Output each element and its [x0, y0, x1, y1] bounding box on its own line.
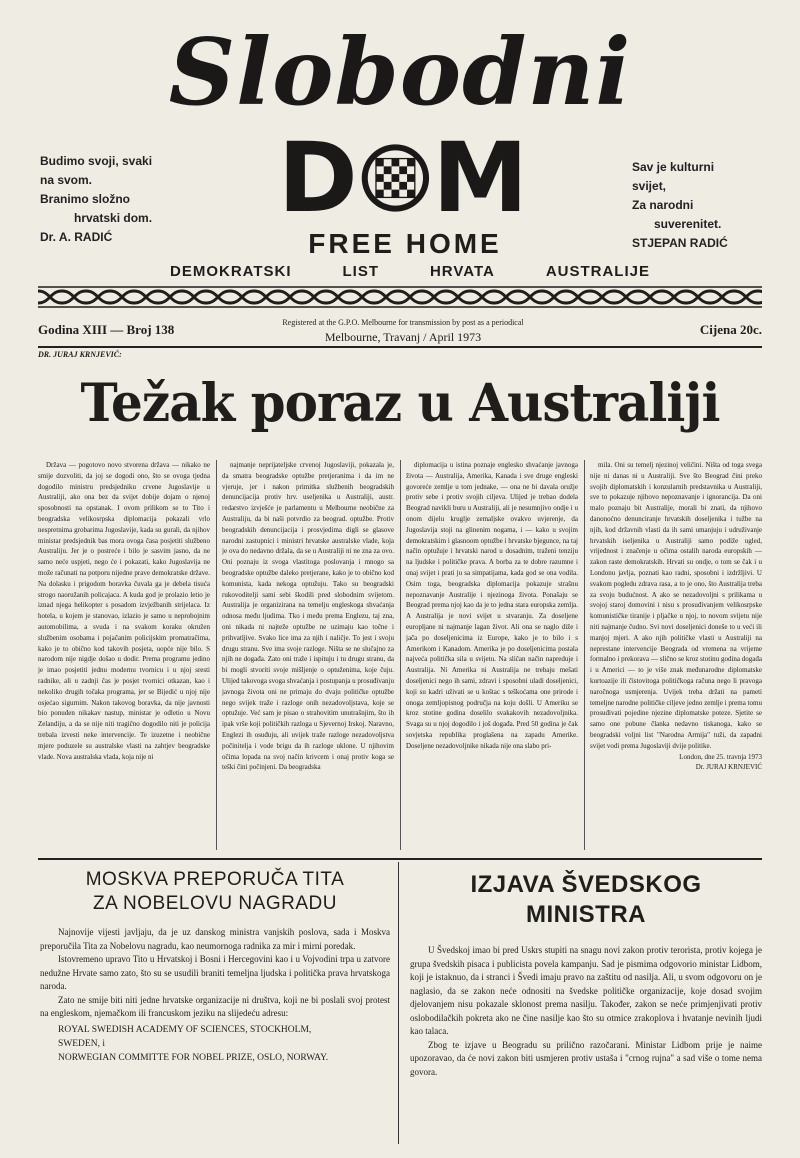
svedski-article	[410, 868, 762, 1079]
issue-info-bar	[38, 318, 762, 348]
lower-column-divider	[398, 862, 399, 1144]
dom-logo	[278, 122, 528, 234]
main-headline: Težak poraz u Australiji	[80, 371, 720, 434]
column-text: najmanje neprijateljske crvenoj Jugoslaviji, pokazala je, da smatra beogradske optužbe pretjeranima i da im ne vjeruje, jer i nakon primitka službenih beogradskih denuncijacija protiv hrv. useljenika u Australiji, austr. redarstvo izvješće je parlamentu u Melbourne neobične za Australiju, da bi naši potvrdio za beograd. optužbe. Protiv beogradskih denuncijacija i prosvjedima digli se glasove narodni zastupnici i ministri hrvatske australske vlade, koja je ova do nedavno držala, da se u Australiji ni ne zna za ovo. Oni poznaju iz svoga vlastitoga poslovanja i mnogo sa beogradske optužbe daleko pretjerane, kako je to obično kod komunista, kada nekoga optužuju. Tako su beogradski rukovoditelji sami sebi škodili pred slobodnim svijetom. Australija je organizirana na temelju engleskoga shvaćanja odnosa među ljudima. Tko i među prema Englezu, taj zna, oni nikada ni najteže optužbe ne uzimaju kao točne i prihvatljive. Svako lice ima za njih i naličje. To jest i svoju drugu stranu. Sve ima svoje razloge. Ništa se ne slučajno za njih ne događa. Zato oni traže i ispituju i tu drugu stranu, da bi mogli stvoriti svoje mišljenje o optuženima, koje čuju. Ulijed takovoga svoga shvaćanja i postupanja u prosuđivanju javnoga života oni ne primaju do dvaju političke optužbe nego svijek traže i razloge onih nezadovoljstava, koje se optužuje. Već sam je pisao o strahovitim unutrašnjim, što ih ipak vrše koji političkih razloga u Sjevernoj Irskoj. Naravno, Englezi ih osuđuju, ali uvijek traže razloge nezadovoljstva počinitelja i vode brigu da ih razloge uklone. U njihovim očima lopada na svoj način krivcem i onaj protiv koga se teški čini počinjeni. Da beogradska	[222, 461, 394, 772]
address-line: ROYAL SWEDISH ACADEMY OF SCIENCES, STOCKHOLM,	[58, 1024, 312, 1035]
column-text: Država — pogotovo novo stvorena država — nikako ne smije dozvoliti, da joj se dogodi ono, što se ovoga tjedna dogodilo ministru predsjedniku crvene Jugoslavije u Australiji, ako ona bez da svijet dobije dojam o njenoj sposobnosti na opstanak. I ovom prilikom se to Tito i beogradska velikosrpska diplomacija pokazali vrlo nespretnima grobarima Jugoslavije, kada su gurali, da njihov ministar predsjednik bas mora ovoga časa posjetiti službeno Australiju. Jer je o postreće i bilo je sasvim jasno, da ne samo neće uspjeti, nego će i pokazati, kako Jugoslavija ne može računati na potporu nijedne prave demokratske države. Na dolasku i prigodom boravka čuvala ga je debela tisuća strogo naoružanih policajaca. A kuda god je prolazio letio je iznad njega helikopter s posadom izvježbanih strijelaca. Iz hotela, u kojem je stanovao, izlazio je samo u neprobojnim automobilima, a svuda i na svakom koraku okružen službenim osobama i pojačanim policijskim promatračima, kako je to obično kod takovih posjeta, uopće nije bilo. S narodom nije nigdje došao u dodir. Prema programu jedino je imao posjetiti jednu modernu tvornicu i u njoj sresti radnike, ali u zadnji čas je posjet tvornici otkazan, kao i nekoliko drugih točaka programa, jer se Bijedić u njoj nije osjećao sigurnim. Nakon takovog boravka, da nije javnosti bio ponuđen nikakav nastup, ministar je odletio u Novu Zelandiju, a da se nije niti tragično dogodilo niti je policija trebala izvesti neke intervencije. Te izuzetne i neobične mjere poduzele su australske vlasti na zahtjev beogradske vlade. Nova australska vlada, koja nije ni	[38, 461, 210, 761]
moskva-headline-line: MOSKVA PREPORUČA TITA	[85, 869, 345, 890]
moskva-headline	[40, 868, 390, 916]
motto-left-line: Budimo svoji, svaki	[40, 154, 153, 168]
moskva-body	[40, 926, 390, 1021]
svedski-headline: IZJAVA ŠVEDSKOG MINISTRA	[470, 871, 702, 928]
moskva-headline-line: ZA NOBELOVU NAGRADU	[93, 893, 337, 914]
protest-address	[40, 1023, 390, 1065]
moskva-article	[40, 868, 390, 1065]
paragraph: Istovremeno upravo Tito u Hrvatskoj i Bosni i Hercegovini kao i u Vojvodini trpa u zatvore nedužne Hrvate samo zato, što su se usudili braniti temeljna ljudska i politička prava hrvatskoga naroda.	[40, 954, 390, 991]
motto-right-line: svijet,	[632, 179, 667, 193]
signoff-place: London, dne 25. travnja 1973	[679, 752, 762, 761]
signoff-name: Dr. JURAJ KRNJEVIĆ	[695, 763, 762, 772]
motto-right-line: suverenitet.	[654, 217, 722, 231]
column-text: mila. Oni su temelj njezinoj veličini. Ništa od toga svega nije ni danas ni u Australiji. Sve što Beograd čini preko svojih diplomatskih i konzularnih predstavnika u Australiji, sve to pokazuje njihovo nepoznavanje i ignorancija. Da oni malo poznaju bit Australije, morali bi znati, da njihovo danonoćno denunciranje hrvatskih doseljenika i tužbe na njih, kod državnih vlasti da ih sami umanjuju i udruživanje hrvatskih iseljenika u Australiji samo podiže ugled, vrijednost i značenje u očima ostalih naroda europskih — zakon raste demokratskih. Hrvati su ondje, o tom se čak i u Londonu javlja, poznati kao radni, sposobni i izdržljivi. U svakom pogledu zdrava rasa, a to je ono, što Australija treba za svoju budućnost. A ako se nezadovoljni s prilikama u svojoj staroj domovini i nisu s prosuđivanjem velikosrpske komunističke tiranije i pljačke u njoj, to novom svijetu nije niti najmanje čudno. Svi novi doseljenici doneše to u veći ili manjoj mjeri. A ako njih političke vlasti u Australiji na neprestane intervencije Beograda od vremena na vrijeme formalno i prekorava — slično se kroz stotinu godina događa i u Americi — to je više znak međunarodne diplomatske kurtoazije ili čistovitoga političkoga računa nego li pravoga naročnoga usmjerenja. Uvijek treba držati na pameti temeljne narodne političke ciljeve jedno zemlje i prema tomu prosuđivati pojedine njezine diplomatske poteze. Sjetite se samo one pobune članka nedavno tiskanoga, kako se beogradski voljni list "Narodna Armija" tuži, da zapadni svijet vodi prema Jugoslaviji dvije politike.	[590, 461, 762, 750]
tagline-word: DEMOKRATSKI	[170, 263, 292, 280]
motto-left-author: Dr. A. RADIĆ	[40, 230, 113, 244]
masthead-tagline	[170, 263, 650, 280]
column-divider	[216, 460, 217, 850]
tagline-word: HRVATA	[429, 263, 495, 280]
address-line: SWEDEN, i	[58, 1038, 105, 1049]
place-date: Melbourne, Travanj / April 1973	[324, 330, 482, 344]
croatian-shield-icon	[360, 135, 431, 221]
article-column	[590, 460, 762, 850]
tagline-word: AUSTRALIJE	[545, 263, 650, 280]
article-byline: DR. JURAJ KRNJEVIĆ:	[38, 350, 122, 359]
address-line: NORWEGIAN COMMITTE FOR NOBEL PRIZE, OSLO, NORWAY.	[58, 1052, 329, 1063]
column-divider	[400, 460, 401, 850]
registration-note: Registered at the G.P.O. Melbourne for transmission by post as a periodical	[282, 318, 524, 327]
issue-number: Godina XIII — Broj 138	[38, 322, 175, 337]
section-divider	[38, 858, 762, 860]
motto-left-line: Branimo složno	[40, 192, 131, 206]
column-text: diplomacija u istina poznaje englesko shvaćanje javnoga života — Australija, Amerika, Kanada i sve druge engleski govoreće zemlje u tom jednake, — ona ne bi davala oružje protiv sebe i protiv svojih ciljeva. Ulijed je trebao dodela Beograd navikli buru u Australiji, ali je nesumnjivo ondje i u onom dijelu kruglje zemaljske ovakvo uvjerenje, da Jugoslavija stoji na glinenim nogama, i — kako u svojim demokratskim i glasnoom optužbe i hrvatske bjegunce, na taj način optužuje i hrvatski narod u dosadnim, traženi tenziju na ljudske i političke prava. A borba za te dobre razumne i onaj svijet i prati ju sa simpatijama, kada god se ona vodila. Osim toga, beogradska diplomacija pokazuje strašnu nepoznavanje Australije i njezinoga života. Ponašaju se Beograd prema njoj kao da je to jedna stara europska zemlja. A Australija je novi svijet u stvaranju. Za doseljene europljane ni najmanje lagan život. Ali ona se naglo diže i jača po doseljenicima iz Europe, kako je to bilo i s Amerikom i Kanadom. Amerika je po doseljenicima postala najveća politička sila u svijetu. Na sličan način napreduje i Australija. Ni Amerika ni Australija ne trebaju mešati doseljenici nego ih sami, zdravi i sposobni uladi doseljenici, koji su kadri uživati se u koštac s teškoćama one prirode i onoga zemljopisnog područja na koju došli. U Ameriku se kroz stotine godina doselilo svakakovih nezadovoljnika. Svaga su u njoj dogodilo i još događa. Pred 50 godina je čak sovjetska republika proglašena na zapadu Amerike. Doseljene nezadovoljnike nikada nije ona slabo pri-	[406, 461, 578, 750]
tagline-word: LIST	[342, 263, 380, 280]
motto-right-line: Sav je kulturni	[632, 160, 715, 174]
motto-right-author: STJEPAN RADIĆ	[632, 236, 728, 250]
dom-letter-m: M	[432, 122, 528, 234]
column-divider	[584, 460, 585, 850]
free-home-subtitle: FREE HOME	[308, 228, 502, 259]
motto-right	[632, 158, 782, 253]
paragraph: Zbog te izjave u Beogradu su prilično razočarani. Ministar Lidbom prije je naime upozoravao, da će novi zakon biti usmjeren protiv ustaša i "crnog rujna" a sad više o tome nema govora.	[410, 1039, 762, 1077]
braid-ornament	[38, 286, 762, 308]
masthead-title: Slobodni	[168, 18, 632, 126]
paragraph: Najnovije vijesti javljaju, da je uz danskog ministra vanjskih poslova, sada i Moskva preporučila Tita za Nobelovu nagradu, kao neumornoga radnika za mir i mirni poredak.	[40, 927, 390, 951]
motto-left-line: hrvatski dom.	[74, 211, 153, 225]
article-column	[38, 460, 210, 850]
dom-letter-d: D	[278, 122, 358, 234]
motto-left	[40, 152, 200, 247]
paragraph: U Švedskoj imao bi pred Uskrs stupiti na snagu novi zakon protiv terorista, protiv kojega je grupa švedskih pisaca i publicista povela kampanju. Sad je pismima odgovorio ministar Lidbom, koji je istaknuo, da i stranci i Švedi imaju pravo na zaštitu od nasilja. Ali, u svom odgovoru on je naglasio, da se zakon neće odnositi na švedske političke organizacije, koje dosad svojim djelovanjem nisu pokazale sklonost prema nasilju. Također, zakon se neće primjenjivati protiv oslobodilačkih pokreta ako ne čine nasilje kao što su otmice zrakoplova i hvatanje nevinih ljudi kao talaca.	[410, 945, 762, 1036]
article-column	[406, 460, 578, 850]
motto-right-line: Za narodni	[632, 198, 694, 212]
article-column	[222, 460, 394, 850]
motto-left-line: na svom.	[40, 173, 93, 187]
paragraph: Zato ne smije biti niti jedne hrvatske organizacije ni društva, koji ne bi poslali svoj protest na engleskom, njemačkom ili francuskom jeziku na slijedeću adresu:	[40, 994, 390, 1018]
svedski-body	[410, 944, 762, 1079]
price: Cijena 20c.	[699, 322, 762, 337]
